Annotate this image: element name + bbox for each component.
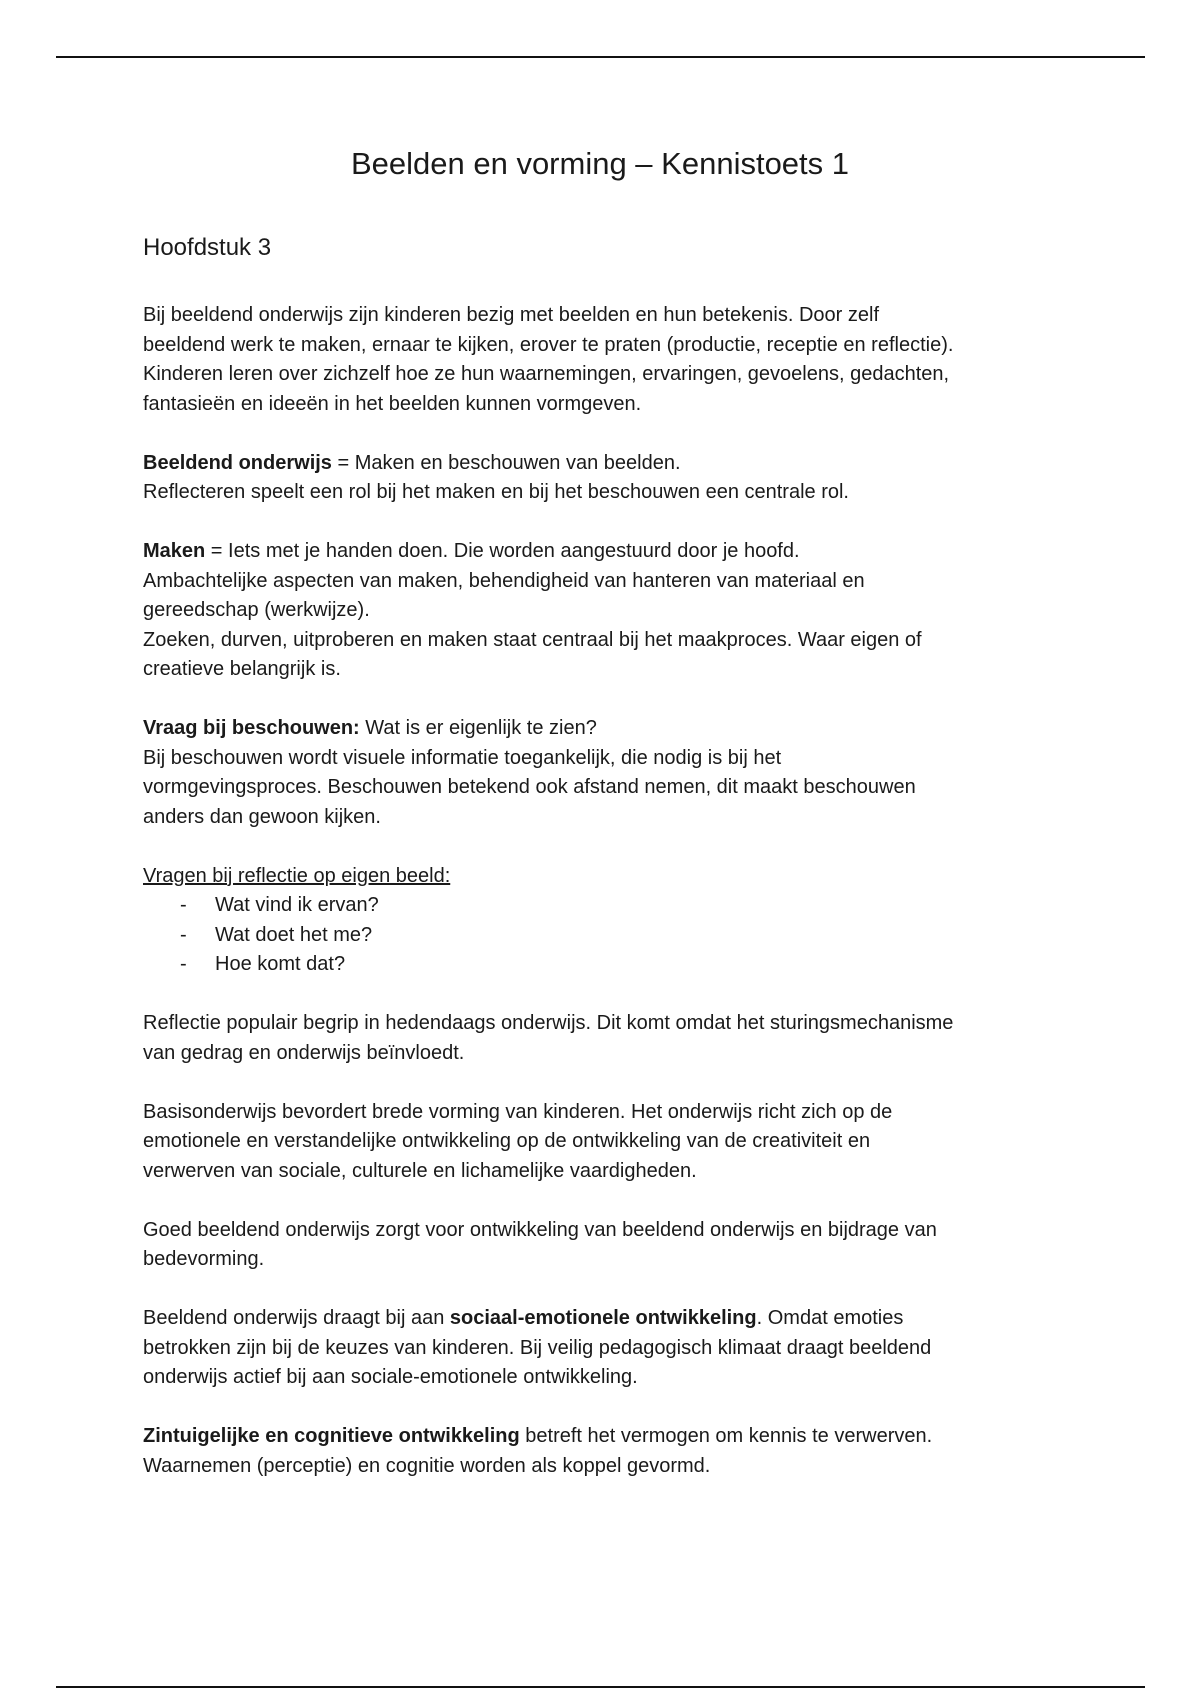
reflectie-line: van gedrag en onderwijs beïnvloedt. [143,1041,465,1064]
intro-line: Bij beeldend onderwijs zijn kinderen bezig met beelden en hun betekenis. Door zelf [143,304,880,326]
beschouwen-term: Vraag bij beschouwen: [143,717,360,739]
maken-line: gereedschap (werkwijze). [143,599,370,621]
maken-line: Zoeken, durven, uitproberen en maken staat centraal bij het maakproces. Waar eigen of [143,628,922,651]
page-title: Beelden en vorming – Kennistoets 1 [350,146,850,181]
intro-line: beeldend werk te maken, ernaar te kijken, erover te praten (productie, receptie en reflectie). [143,333,954,356]
chapter-heading: Hoofdstuk 3 [143,234,272,261]
zintuigelijk-line: Waarnemen (perceptie) en cognitie worden als koppel gevormd. [143,1454,711,1477]
maken-definition: = Iets met je handen doen. Die worden aangestuurd door je hoofd. [205,540,800,562]
top-rule [56,56,1145,58]
beschouwen-line: vormgevingsproces. Beschouwen betekend ook afstand nemen, dit maakt beschouwen [143,776,916,798]
maken-paragraph [143,537,1073,685]
maken-line: Ambachtelijke aspecten van maken, behendigheid van hanteren van materiaal en [143,569,865,592]
beeldend-onderwijs-definition: = Maken en beschouwen van beelden. [331,451,681,474]
document-body [143,301,1073,1511]
basisonderwijs-line: verwerven van sociale, culturele en lichamelijke vaardigheden. [143,1159,697,1182]
reflectie-vragen-heading: Vragen bij reflectie op eigen beeld: [143,864,451,887]
beeldend-onderwijs-term: Beeldend onderwijs [143,451,332,474]
beschouwen-definition: Wat is er eigenlijk te zien? [359,717,597,739]
sociaal-emotioneel-paragraph [143,1304,1073,1393]
beeldend-onderwijs-line: Reflecteren speelt een rol bij het maken en bij het beschouwen een centrale rol. [143,481,849,503]
basisonderwijs-line: Basisonderwijs bevordert brede vorming van kinderen. Het onderwijs richt zich op de [143,1100,893,1123]
sociaal-emotioneel-line: onderwijs actief bij aan sociale-emotionele ontwikkeling. [143,1366,638,1388]
basisonderwijs-paragraph [143,1098,1073,1187]
reflectie-line: Reflectie populair begrip in hedendaags onderwijs. Dit komt omdat het sturingsmechanisme [143,1012,954,1034]
zintuigelijk-paragraph [143,1422,1073,1481]
sociaal-emotioneel-term: sociaal-emotionele ontwikkeling [449,1307,757,1329]
list-item: - Wat vind ik ervan? [143,891,1073,921]
reflectie-paragraph [143,1009,1073,1068]
intro-line: fantasieën en ideeën in het beelden kunnen vormgeven. [143,392,642,415]
reflectie-vragen-list [143,891,1073,980]
beeldend-onderwijs-paragraph [143,449,1073,508]
sociaal-emotioneel-after: . Omdat emoties [756,1307,904,1329]
maken-term: Maken [143,540,206,562]
zintuigelijk-after: betreft het vermogen om kennis te verwerven. [519,1425,933,1447]
sociaal-emotioneel-before: Beeldend onderwijs draagt bij aan [143,1307,450,1329]
maken-line: creatieve belangrijk is. [143,658,341,680]
goed-onderwijs-line: bedevorming. [143,1248,265,1270]
goed-onderwijs-paragraph [143,1216,1073,1275]
basisonderwijs-line: emotionele en verstandelijke ontwikkeling op de ontwikkeling van de creativiteit en [143,1130,871,1152]
zintuigelijk-term: Zintuigelijke en cognitieve ontwikkeling [143,1425,520,1447]
list-item: - Hoe komt dat? [143,950,1073,980]
bottom-rule [56,1686,1145,1688]
beschouwen-line: anders dan gewoon kijken. [143,805,381,828]
intro-paragraph [143,301,1073,419]
beschouwen-paragraph [143,714,1073,832]
list-item: - Wat doet het me? [143,921,1073,951]
sociaal-emotioneel-line: betrokken zijn bij de keuzes van kinderen. Bij veilig pedagogisch klimaat draagt beeldend [143,1336,932,1359]
goed-onderwijs-line: Goed beeldend onderwijs zorgt voor ontwikkeling van beeldend onderwijs en bijdrage van [143,1218,937,1241]
beschouwen-line: Bij beschouwen wordt visuele informatie toegankelijk, die nodig is bij het [143,746,782,769]
intro-line: Kinderen leren over zichzelf hoe ze hun waarnemingen, ervaringen, gevoelens, gedachten, [143,363,950,385]
